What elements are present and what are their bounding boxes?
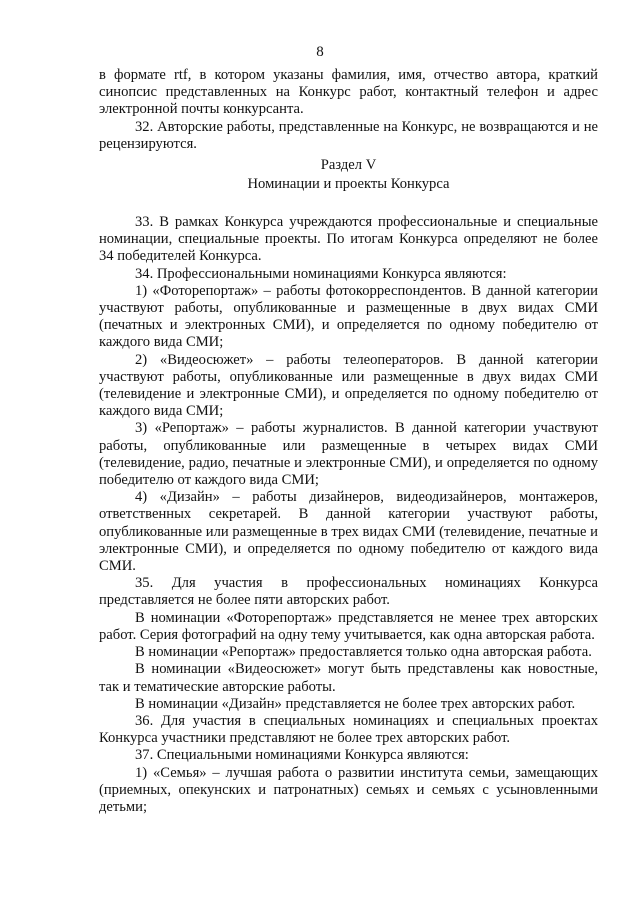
spacer bbox=[99, 193, 598, 214]
paragraph-p-35-report: В номинации «Репортаж» предоставляется только одна авторская работа. bbox=[135, 644, 592, 661]
paragraph-p-35-video: В номинации «Видеосюжет» могут быть представлены как новостные, так и тематические авторские работы. bbox=[99, 661, 598, 695]
document-body bbox=[99, 67, 598, 816]
paragraph-p-37-1: 1) «Семья» – лучшая работа о развитии института семьи, замещающих (приемных, опекунских и патронатных) семьях и семьях с усыновленными детьми; bbox=[99, 764, 598, 815]
paragraph-p-32: 32. Авторские работы, представленные на Конкурс, не возвращаются и не рецензируются. bbox=[99, 118, 598, 152]
paragraph-p-34-2: 2) «Видеосюжет» – работы телеоператоров. В данной категории участвуют работы, опубликованные или размещенные в двух видах СМИ (телевидение и электронные СМИ), и определяется по одному победителю от каждого вида СМИ; bbox=[99, 351, 598, 420]
paragraph-p-34-1: 1) «Фоторепортаж» – работы фотокорреспондентов. В данной категории участвуют работы, опубликованные и размещенные в двух видах СМИ (печатных и электронных СМИ), и определяется по одному победителю от каждого вида СМИ; bbox=[99, 282, 598, 351]
section-header bbox=[99, 156, 598, 193]
paragraph-p-34-3: 3) «Репортаж» – работы журналистов. В данной категории участвуют работы, опубликованные или размещенные в четырех видах СМИ (телевидение, радио, печатные и электронные СМИ), и определяется по одному победителю от каждого вида СМИ; bbox=[99, 420, 598, 489]
section-heading: Раздел V bbox=[320, 157, 377, 174]
paragraphs-after-section bbox=[99, 214, 598, 816]
paragraph-p-33: 33. В рамках Конкурса учреждаются профессиональные и специальные номинации, специальные проекты. По итогам Конкурса определяют не более 34 победителей Конкурса. bbox=[99, 214, 598, 265]
paragraph-p-35: 35. Для участия в профессиональных номинациях Конкурса представляется не более пяти авторских работ. bbox=[99, 575, 598, 609]
section-title: Номинации и проекты Конкурса bbox=[247, 175, 450, 192]
paragraph-p-34: 34. Профессиональными номинациями Конкурса являются: bbox=[135, 265, 507, 282]
paragraph-p-35-design: В номинации «Дизайн» представляется не более трех авторских работ. bbox=[135, 695, 576, 712]
paragraph-p-rtf: в формате rtf, в котором указаны фамилия, имя, отчество автора, краткий синопсис представленных на Конкурс работ, контактный телефон и адрес электронной почты конкурсанта. bbox=[99, 67, 598, 118]
paragraphs-before-section bbox=[99, 67, 598, 153]
page-number: 8 bbox=[316, 44, 324, 60]
paragraph-p-35-photo: В номинации «Фоторепортаж» представляется не менее трех авторских работ. Серия фотографий на одну тему учитывается, как одна авторская работа. bbox=[99, 609, 598, 643]
paragraph-p-37: 37. Специальными номинациями Конкурса являются: bbox=[135, 747, 469, 764]
paragraph-p-34-4: 4) «Дизайн» – работы дизайнеров, видеодизайнеров, монтажеров, ответственных секретарей. В данной категории участвуют работы, опубликованные или размещенные в трех видах СМИ (телевидение, печатные и электронные СМИ), и определяется по одному победителю от каждого вида СМИ. bbox=[99, 489, 598, 575]
paragraph-p-36: 36. Для участия в специальных номинациях и специальных проектах Конкурса участники представляют не более трех авторских работ. bbox=[99, 712, 598, 747]
